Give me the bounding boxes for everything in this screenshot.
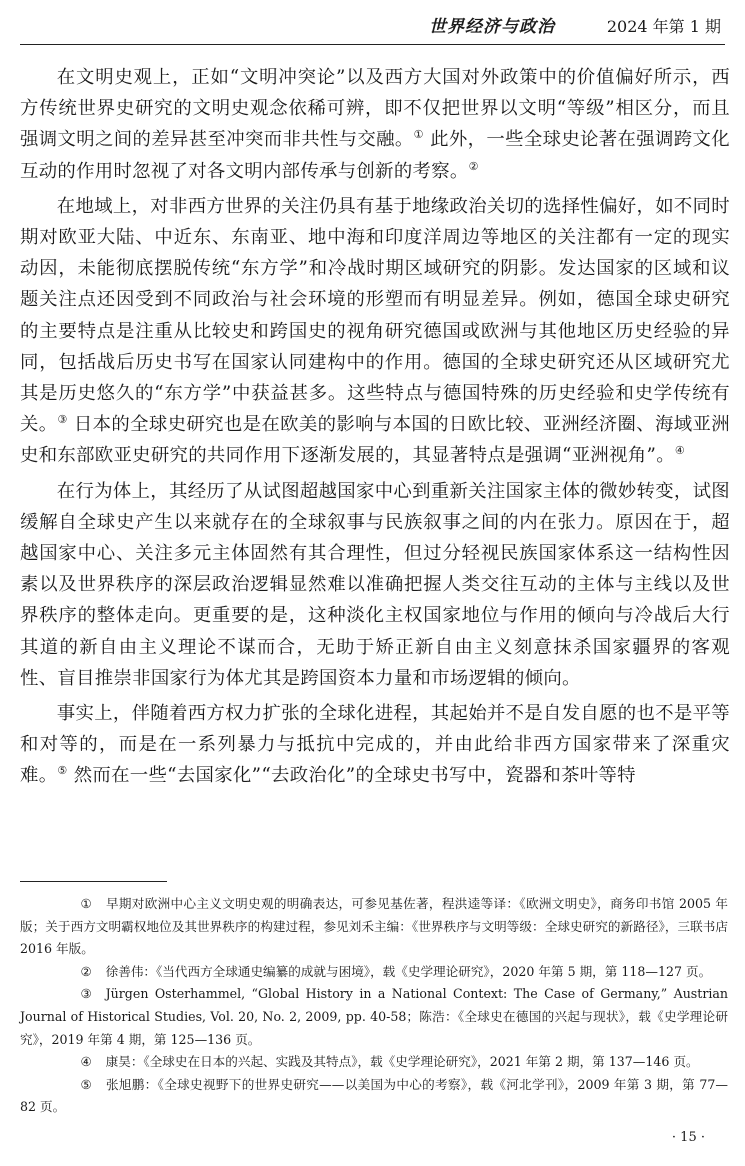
footnote-ref[interactable]: ② xyxy=(468,159,479,173)
paragraph-text: 事实上，伴随着西方权力扩张的全球化进程，其起始并不是自发自愿的也不是平等和对等的，而是在一系列暴力与抵抗中完成的，并由此给非西方国家带来了深重灾难。 xyxy=(20,703,730,787)
paragraph-text: 然而在一些“去国家化”“去政治化”的全球史书写中，瓷器和茶叶等特 xyxy=(67,765,636,787)
paragraph-actors xyxy=(20,476,730,694)
footnote-number: ② xyxy=(80,963,92,979)
running-header xyxy=(20,10,725,44)
paragraph-text: 在文明史观上，正如“文明冲突论”以及西方大国对外政策中的价值偏好所示，西方传统世界史研究的文明史观念依稀可辨，即不仅把世界以文明“等级”相区分，而且强调文明之间的差异甚至冲突而非共性与交融。 xyxy=(20,67,730,151)
footnote-ref[interactable]: ⑤ xyxy=(57,764,68,778)
paragraph-region xyxy=(20,191,730,472)
footnote-3 xyxy=(20,983,728,1051)
issue-label: 2024 年第 1 期 xyxy=(606,17,721,36)
page-number: · 15 · xyxy=(671,1130,705,1145)
paragraph-text: 此外，一些全球史论著在强调跨文化互动的作用时忽视了对各文明内部传承与创新的考察。 xyxy=(20,129,730,182)
footnote-text: Jürgen Osterhammel, “Global History in a National Context: The Case of Germany,” Austrian Journal of Historical Studies, Vol. 20, No. 2, 2009, pp. 40-58；陈浩：《全球史在德国的兴起与现状》，载《史学理论研究》，2019 年第 4 期，第 125—136 页。 xyxy=(20,986,728,1047)
footnote-2 xyxy=(20,961,728,984)
footnote-number: ④ xyxy=(80,1054,92,1070)
footnote-separator xyxy=(20,881,167,882)
footnote-number: ⑤ xyxy=(80,1076,92,1092)
paragraph-globalization xyxy=(20,698,730,792)
footnote-number: ① xyxy=(80,896,92,911)
footnote-ref[interactable]: ③ xyxy=(57,413,68,427)
footnote-ref[interactable]: ④ xyxy=(674,444,686,458)
footnote-text: 徐善伟：《当代西方全球通史编纂的成就与困境》，载《史学理论研究》，2020 年第 5 期，第 118—127 页。 xyxy=(105,963,712,979)
paragraph-text: 在行为体上，其经历了从试图超越国家中心到重新关注国家主体的微妙转变，试图缓解自全球史产生以来就存在的全球叙事与民族叙事之间的内在张力。原因在于，超越国家中心、关注多元主体固然有其合理性，但过分轻视民族国家体系这一结构性因素以及世界秩序的深层政治逻辑显然难以准确把握人类交往互动的主体与主线以及世界秩序的整体走向。更重要的是，这种淡化主权国家地位与作用的倾向与冷战后大行其道的新自由主义理论不谋而合，无助于矫正新自由主义刻意抹杀国家疆界的客观性、盲目推崇非国家行为体尤其是跨国资本力量和市场逻辑的倾向。 xyxy=(20,480,730,689)
footnote-text: 康昊：《全球史在日本的兴起、实践及其特点》，载《史学理论研究》，2021 年第 2 期，第 137—146 页。 xyxy=(105,1054,699,1070)
footnote-ref[interactable]: ① xyxy=(413,128,424,142)
footnote-1 xyxy=(20,893,728,961)
footnote-text: 张旭鹏：《全球史视野下的世界史研究——以美国为中心的考察》，载《河北学刊》，2009 年第 3 期，第 77—82 页。 xyxy=(20,1076,728,1115)
header-rule xyxy=(20,44,725,45)
footnotes xyxy=(20,893,728,1119)
footnote-4 xyxy=(20,1051,728,1074)
paragraph-civilization xyxy=(20,62,730,187)
paragraph-text: 在地域上，对非西方世界的关注仍具有基于地缘政治关切的选择性偏好，如不同时期对欧亚大陆、中近东、东南亚、地中海和印度洋周边等地区的关注都有一定的现实动因，未能彻底摆脱传统“东方学”和冷战时期区域研究的阴影。发达国家的区域和议题关注点还因受到不同政治与社会环境的形塑而有明显差异。例如，德国全球史研究的主要特点是注重从比较史和跨国史的视角研究德国或欧洲与其他地区历史经验的异同，包括战后历史书写在国家认同建构中的作用。德国的全球史研究还从区域研究尤其是历史悠久的“东方学”中获益甚多。这些特点与德国特殊的历史经验和史学传统有关。 xyxy=(20,195,730,436)
paragraph-text: 日本的全球史研究也是在欧美的影响与本国的日欧比较、亚洲经济圈、海域亚洲史和东部欧亚史研究的共同作用下逐渐发展的，其显著特点是强调“亚洲视角”。 xyxy=(20,414,730,467)
footnote-5 xyxy=(20,1074,728,1119)
journal-title: 世界经济与政治 xyxy=(429,17,555,37)
body-text xyxy=(20,62,730,796)
footnote-number: ③ xyxy=(80,986,92,1002)
footnote-text: 早期对欧洲中心主义文明史观的明确表达，可参见基佐著，程洪逵等译：《欧洲文明史》，商务印书馆 2005 年版；关于西方文明霸权地位及其世界秩序的构建过程，参见刘禾主编：《世界秩序与文明等级：全球史研究的新路径》，三联书店 2016 年版。 xyxy=(20,896,728,957)
